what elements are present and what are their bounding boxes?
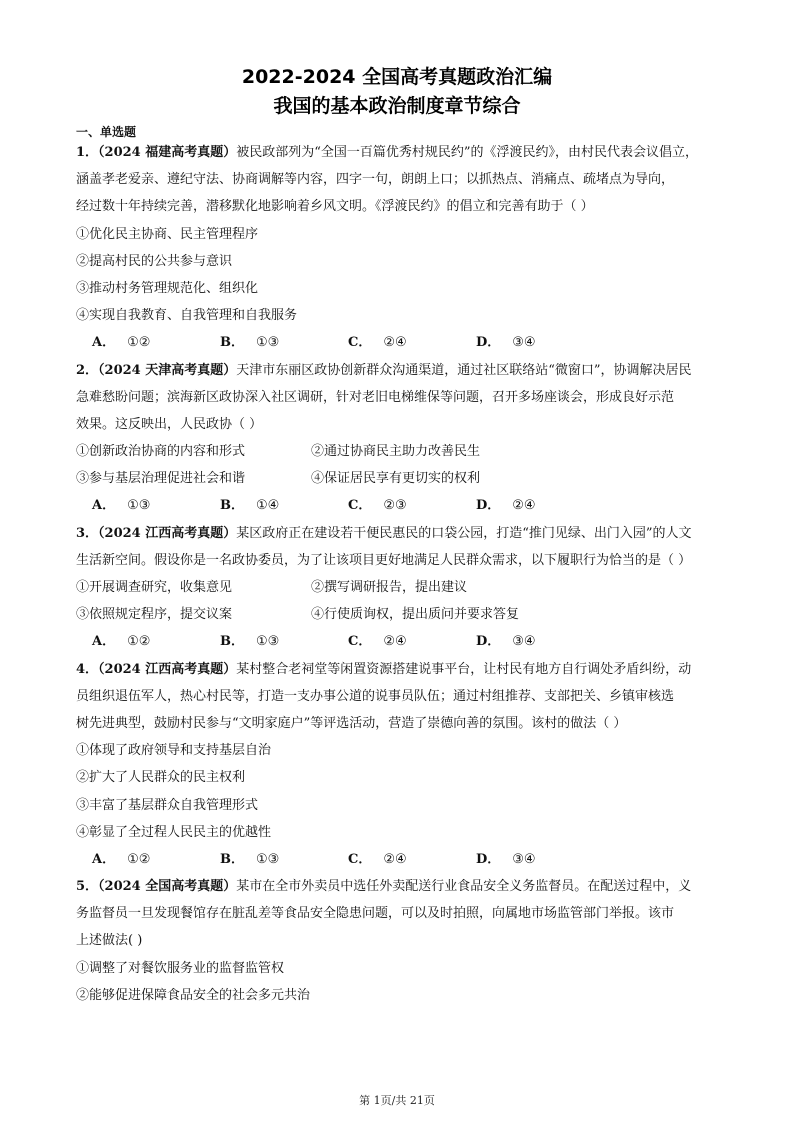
section-heading: 一、单选题 [76, 125, 137, 139]
question-text-line: 上述做法( ) [76, 933, 143, 949]
question-1 [76, 139, 720, 357]
option-d[interactable]: D． ③④ [476, 634, 536, 650]
question-text-line: 员组织退伍军人，热心村民等，打造一支办事公道的说事员队伍；通过村组推荐、支部把关、乡镇审核选 [76, 688, 675, 704]
statement-item: ④彰显了全过程人民民主的优越性 [76, 824, 272, 840]
question-number: 4． [76, 661, 99, 677]
question-2 [76, 357, 720, 520]
statement-item: ②通过协商民主助力改善民生 [311, 444, 481, 460]
answer-options [76, 846, 720, 873]
statement-pair [76, 574, 720, 601]
question-text-line: 效果。这反映出，人民政协（ ） [76, 416, 263, 432]
question-text-line: 生活新空间。假设你是一名政协委员，为了让该项目更好地满足人民群众需求，以下履职行为恰当的是（ ） [76, 552, 692, 568]
statement-item: ①创新政治协商的内容和形式 [76, 444, 246, 460]
question-source: （2024 天津高考真题） [98, 362, 237, 378]
question-text-line: 被民政部列为“全国一百篇优秀村规民约”的《浮渡民约》，由村民代表会议倡立， [236, 145, 699, 160]
question-number: 5． [76, 879, 99, 895]
option-b[interactable]: B． ①③ [220, 634, 280, 650]
option-c[interactable]: C． ②④ [348, 634, 407, 650]
statement-item: ④行使质询权，提出质问并要求答复 [311, 607, 520, 623]
question-3 [76, 520, 720, 656]
question-5 [76, 873, 720, 1009]
question-text-line: 某区政府正在建设若干便民惠民的口袋公园，打造“推门见绿、出门入园”的人文 [236, 525, 692, 541]
option-b[interactable]: B． ①④ [220, 498, 280, 514]
answer-options [76, 492, 720, 519]
option-b[interactable]: B． ①③ [220, 851, 280, 867]
doc-title-line1: 2022-2024 全国高考真题政治汇编 [241, 66, 553, 88]
statement-item: ③依照规定程序，提交议案 [76, 607, 233, 623]
question-text-line: 务监督员一旦发现餐馆存在脏乱差等食品安全隐患问题，可以及时拍照，向属地市场监管部门举报。该市 [76, 906, 675, 922]
question-number: 2． [76, 362, 99, 378]
statement-pair [76, 465, 720, 492]
statement-item: ②提高村民的公共参与意识 [76, 253, 233, 269]
option-d[interactable]: D． ③④ [476, 335, 536, 351]
statement-item: ①开展调查研究，收集意见 [76, 580, 233, 595]
question-text-line: 经过数十年持续完善，潜移默化地影响着乡风文明。《浮渡民约》的倡立和完善有助于（ ） [76, 199, 594, 215]
option-a[interactable]: A． ①③ [92, 498, 151, 514]
option-a[interactable]: A． ①② [92, 634, 151, 650]
questions-content [76, 139, 720, 1009]
option-a[interactable]: A． ①② [92, 335, 151, 351]
statement-item: ④实现自我教育、自我管理和自我服务 [76, 308, 298, 324]
question-source: （2024 江西高考真题） [98, 525, 237, 541]
option-c[interactable]: C． ②④ [348, 335, 407, 351]
question-number: 3． [76, 525, 99, 541]
statement-pair [76, 601, 720, 628]
answer-options [76, 329, 720, 356]
page-footer: 第 1页/共 21页 [359, 1094, 435, 1107]
question-text-line: 树先进典型，鼓励村民参与“文明家庭户”等评选活动，营造了崇德向善的氛围。该村的做法（ ） [76, 715, 627, 731]
statement-item: ②扩大了人民群众的民主权利 [76, 770, 246, 786]
option-c[interactable]: C． ②④ [348, 851, 407, 867]
question-source: （2024 全国高考真题） [98, 879, 237, 895]
statement-item: ①优化民主协商、民主管理程序 [76, 226, 259, 242]
statement-item: ③推动村务管理规范化、组织化 [76, 280, 259, 296]
question-text-line: 急难愁盼问题；滨海新区政协深入社区调研，针对老旧电梯维保等问题，召开多场座谈会，形成良好示范 [76, 389, 675, 405]
option-b[interactable]: B． ①③ [220, 335, 280, 351]
statement-item: ①体现了政府领导和支持基层自治 [76, 743, 272, 759]
question-source: （2024 江西高考真题） [98, 661, 237, 677]
answer-options [76, 628, 720, 655]
statement-item: ③丰富了基层群众自我管理形式 [76, 797, 259, 813]
statement-item: ①调整了对餐饮服务业的监督监管权 [76, 960, 285, 976]
option-a[interactable]: A． ①② [92, 851, 151, 867]
question-source: （2024 福建高考真题） [98, 145, 237, 160]
option-d[interactable]: D． ②④ [476, 498, 536, 514]
question-text-line: 某村整合老祠堂等闲置资源搭建说事平台，让村民有地方自行调处矛盾纠纷，动 [236, 661, 692, 677]
question-text-line: 天津市东丽区政协创新群众沟通渠道，通过社区联络站“微窗口”，协调解决居民 [236, 362, 692, 378]
doc-title-line2: 我国的基本政治制度章节综合 [273, 95, 521, 117]
statement-pair [76, 438, 720, 465]
question-number: 1． [76, 145, 99, 160]
statement-item: ③参与基层治理促进社会和谐 [76, 471, 246, 487]
question-4 [76, 656, 720, 874]
option-c[interactable]: C． ②③ [348, 498, 407, 514]
question-text-line: 某市在全市外卖员中选任外卖配送行业食品安全义务监督员。在配送过程中，义 [236, 879, 692, 895]
statement-item: ②能够促进保障食品安全的社会多元共治 [76, 987, 311, 1003]
option-d[interactable]: D． ③④ [476, 851, 536, 867]
question-text-line: 涵盖孝老爱亲、遵纪守法、协商调解等内容，四字一句，朗朗上口；以抓热点、消痛点、疏堵点为导向， [76, 172, 675, 188]
statement-item: ④保证居民享有更切实的权利 [311, 471, 481, 487]
statement-item: ②撰写调研报告，提出建议 [311, 580, 468, 595]
